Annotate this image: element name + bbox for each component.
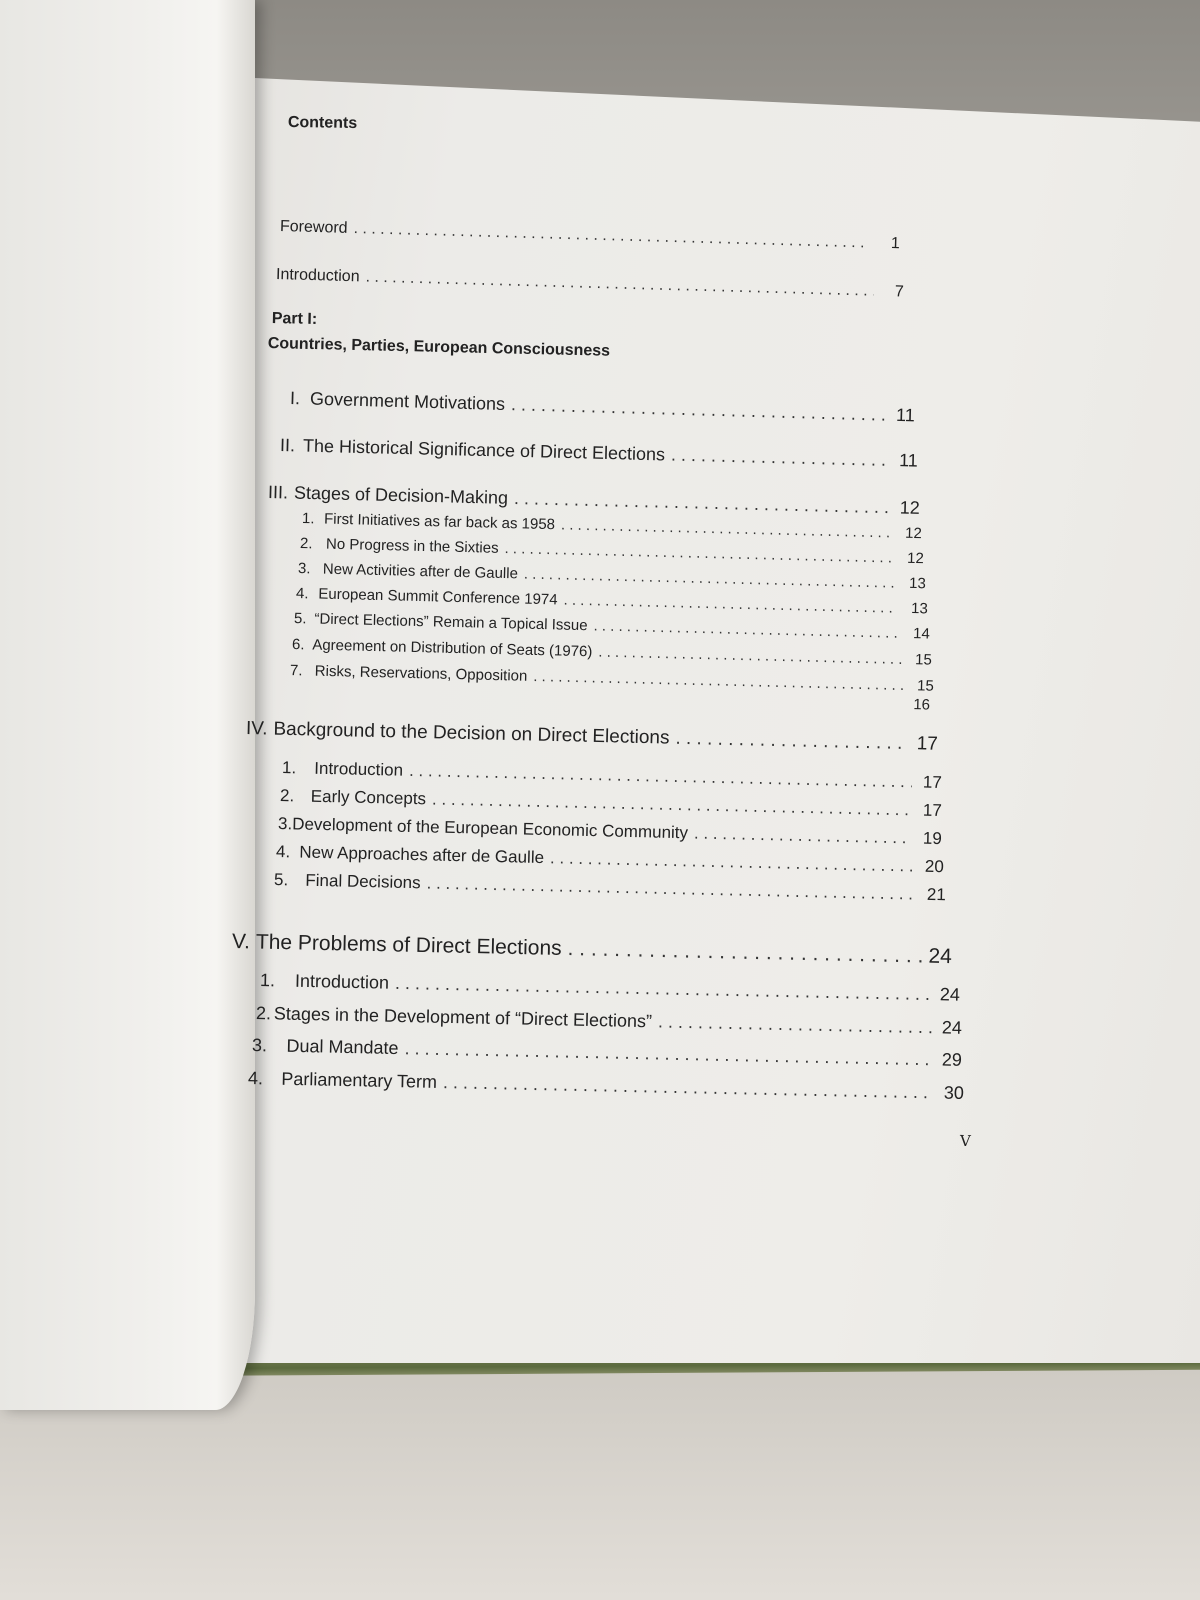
toc-entry-foreword [280, 218, 900, 253]
section-number: 6. [291, 636, 305, 654]
entry-title: Introduction [275, 266, 360, 286]
page-number: 29 [941, 1049, 963, 1070]
section-number: 2. [299, 535, 313, 553]
entry-title: Stages in the Development of “Direct Elections” [273, 1003, 653, 1032]
page-number: 24 [928, 944, 953, 969]
entry-title: First Initiatives as far back as 1958 [323, 510, 556, 534]
entry-title: Introduction [294, 970, 390, 993]
page-number: 21 [926, 884, 947, 905]
entry-title: Stages of Decision-Making [293, 482, 509, 508]
dot-leader [514, 488, 890, 518]
part-label: Part I: [271, 310, 318, 328]
entry-title: Parliamentary Term [281, 1068, 438, 1092]
section-number: 7. [289, 662, 303, 680]
toc-chapter-1 [290, 388, 915, 426]
dot-leader [671, 445, 888, 471]
section-number: 2. [279, 786, 295, 806]
dot-leader [426, 873, 916, 904]
page-number: 7 [894, 283, 905, 301]
dot-leader [533, 668, 904, 694]
toc-section-4-5 [274, 870, 946, 905]
entry-title: Foreword [279, 218, 348, 237]
section-number: 3. [297, 560, 311, 578]
page-number: 12 [904, 524, 923, 543]
section-number: 4. [295, 585, 309, 603]
section-number: 3. [251, 1035, 268, 1056]
dot-leader [365, 269, 874, 301]
page-number: 11 [895, 404, 916, 426]
entry-title: No Progress in the Sixties [325, 535, 499, 557]
toc-entry-introduction [276, 266, 904, 302]
dot-leader [694, 823, 912, 848]
entry-title: Background to the Decision on Direct Elections [273, 718, 670, 749]
page-number: 17 [916, 733, 939, 755]
section-number: 1. [301, 510, 315, 528]
dot-leader [563, 592, 898, 617]
chapter-numeral: I. [289, 388, 301, 409]
toc-chapter-2 [280, 435, 918, 472]
dot-leader [409, 761, 912, 792]
page-number: 17 [922, 800, 943, 821]
toc-section-5-3 [252, 1035, 962, 1071]
page-number: 12 [899, 497, 921, 518]
dot-leader [511, 394, 885, 425]
section-number: 3. [277, 814, 293, 834]
page-number: 19 [922, 828, 943, 849]
page-number: 30 [943, 1082, 965, 1103]
section-number: 1. [259, 970, 276, 991]
folio-number: V [959, 1131, 971, 1151]
page-number: 13 [908, 574, 927, 593]
chapter-numeral: IV. [245, 718, 268, 740]
entry-title: The Historical Significance of Direct Elections [302, 435, 666, 465]
dot-leader [443, 1072, 934, 1103]
section-number: 5. [293, 610, 307, 628]
dot-leader [504, 540, 894, 567]
entry-title: “Direct Elections” Remain a Topical Issue [314, 610, 588, 635]
toc-chapter-5 [232, 930, 952, 969]
entry-title: New Activities after de Gaulle [322, 560, 519, 583]
entry-title: Government Motivations [309, 388, 506, 415]
section-number: 2. [255, 1003, 272, 1024]
entry-title: Introduction [314, 758, 404, 780]
entry-title: European Summit Conference 1974 [318, 585, 558, 609]
page-number: 11 [898, 450, 919, 471]
chapter-numeral: III. [267, 482, 289, 503]
entry-title: Development of the European Economic Community [291, 814, 689, 843]
toc-chapter-4 [246, 718, 938, 756]
page-number: 1 [890, 235, 901, 253]
section-number: 5. [273, 870, 289, 890]
page-number: 20 [924, 856, 945, 877]
entry-title: Risks, Reservations, Opposition [314, 662, 528, 685]
part-title: Countries, Parties, European Consciousness [267, 335, 611, 360]
page-number: 13 [910, 600, 929, 618]
dot-leader [593, 617, 900, 641]
dot-leader [567, 937, 922, 968]
dot-leader [395, 973, 930, 1005]
toc-section-5-1 [260, 970, 960, 1006]
toc-section-3-7 [290, 662, 934, 695]
page-number: 14 [912, 625, 931, 643]
chapter-numeral: V. [231, 930, 251, 954]
dot-leader [524, 566, 896, 592]
page-number: 17 [922, 772, 943, 792]
chapter-numeral: II. [279, 435, 296, 456]
dot-leader [432, 789, 912, 820]
page-number: 16 [913, 696, 931, 714]
section-number: 4. [247, 1068, 264, 1089]
entry-title: New Approaches after de Gaulle [299, 842, 545, 868]
dot-leader [550, 848, 914, 876]
dot-leader [658, 1011, 932, 1038]
entry-title: The Problems of Direct Elections [255, 930, 562, 960]
page-number: 24 [939, 984, 961, 1005]
section-number: 1. [281, 758, 297, 778]
section-number: 4. [275, 842, 291, 862]
toc-section-5-4 [248, 1068, 964, 1104]
entry-title: Early Concepts [310, 786, 427, 809]
page-title: Contents [287, 114, 358, 132]
page-number: 24 [941, 1017, 963, 1038]
page-number: 12 [906, 549, 925, 568]
dot-leader [353, 220, 870, 252]
page-number: 15 [916, 677, 935, 695]
entry-title: Agreement on Distribution of Seats (1976) [312, 636, 593, 661]
toc-section-5-2 [256, 1003, 962, 1039]
page-number: 15 [914, 651, 933, 669]
entry-title: Dual Mandate [286, 1035, 399, 1059]
entry-title: Final Decisions [305, 870, 421, 893]
dot-leader [598, 643, 902, 667]
dot-leader [675, 728, 908, 755]
dot-leader [404, 1038, 932, 1070]
dot-leader [561, 516, 892, 541]
toc-section-3-7-page [906, 696, 930, 714]
